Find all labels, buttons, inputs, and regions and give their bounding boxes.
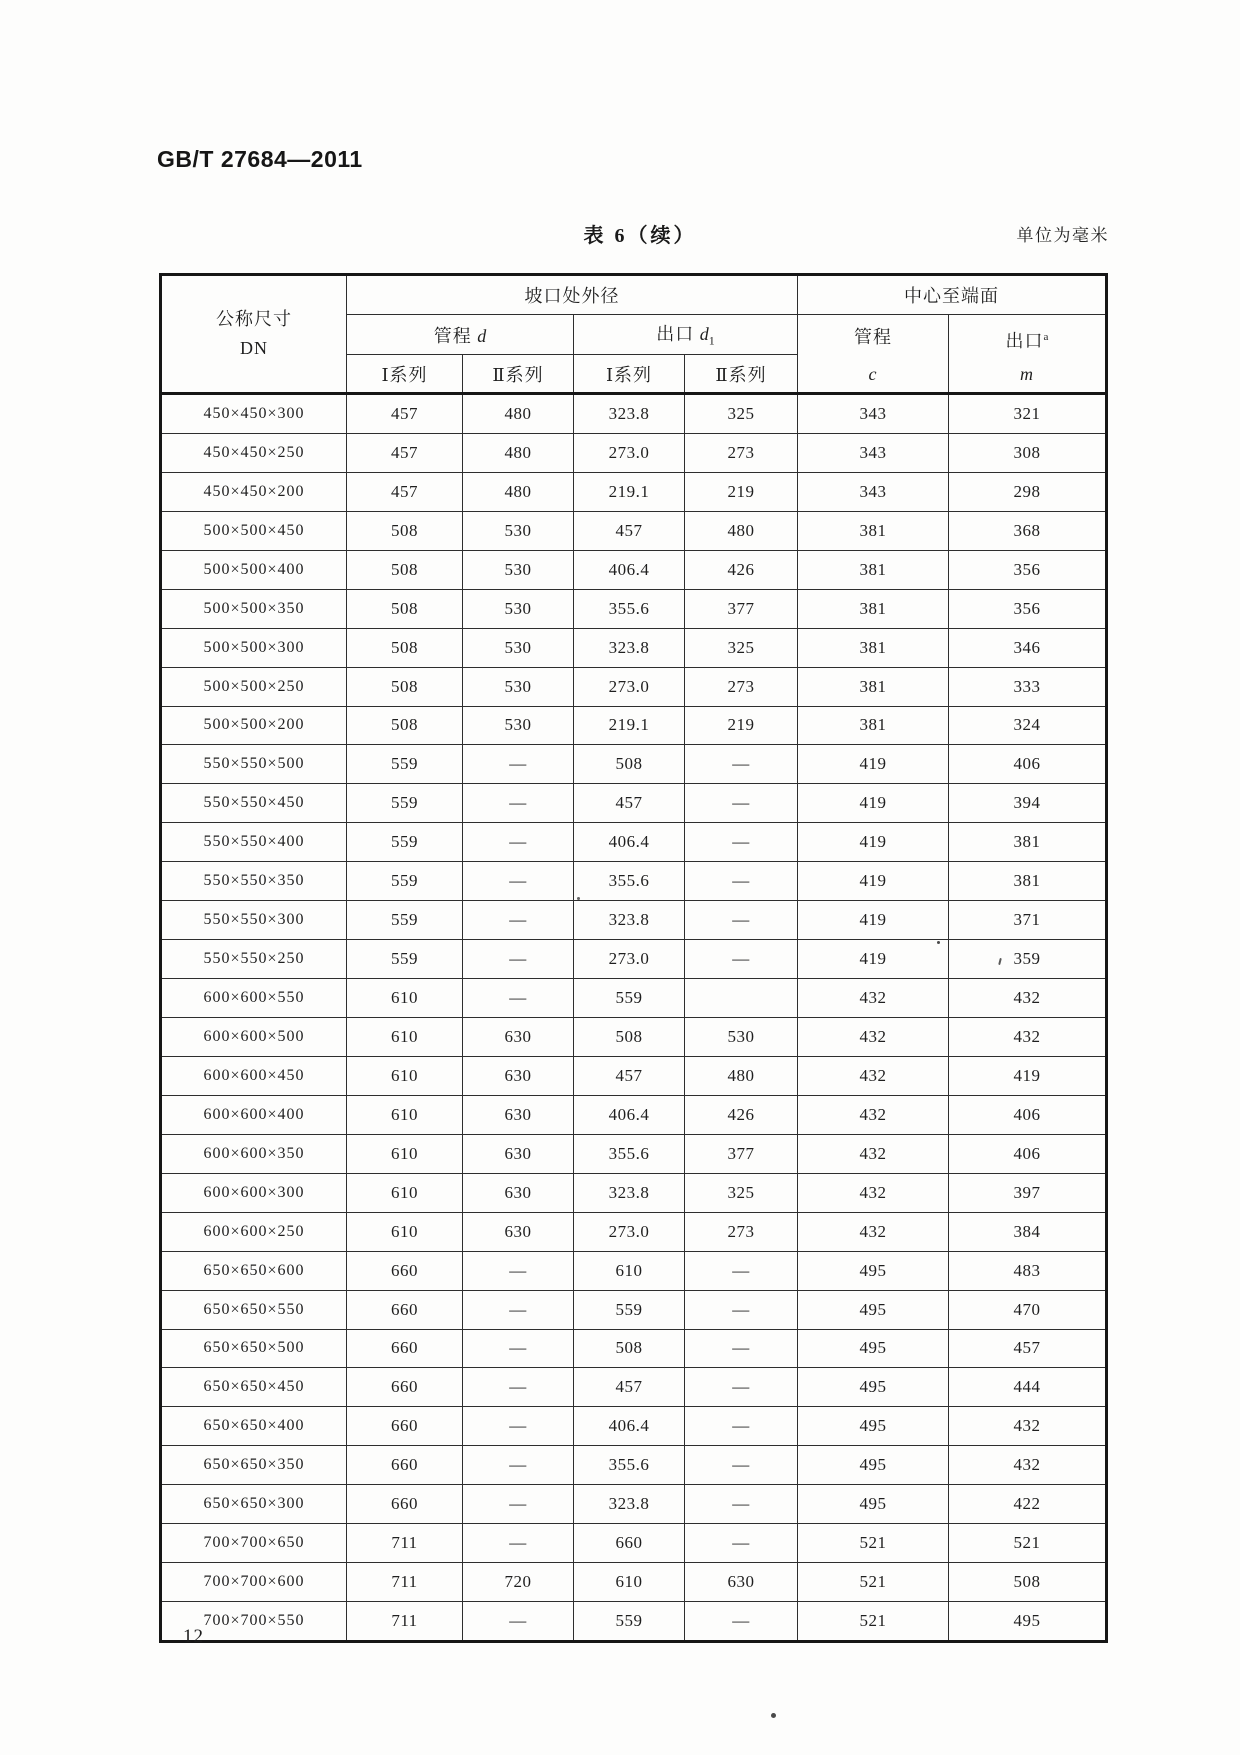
cell-value: 660 — [347, 1407, 463, 1446]
table-row — [161, 1368, 1107, 1407]
cell-value: 432 — [798, 1173, 949, 1212]
cell-value: 419 — [798, 940, 949, 979]
cell-value: 343 — [798, 472, 949, 511]
cell-value: 508 — [347, 550, 463, 589]
cell-value: 355.6 — [574, 1134, 685, 1173]
table-row — [161, 1602, 1107, 1642]
cell-value: — — [685, 1329, 798, 1368]
cell-value: 630 — [463, 1056, 574, 1095]
cell-value: 559 — [347, 901, 463, 940]
cell-value: 432 — [949, 979, 1107, 1018]
cell-value: 660 — [347, 1290, 463, 1329]
cell-value: 559 — [347, 862, 463, 901]
scan-speck — [937, 941, 940, 944]
cell-value: 521 — [798, 1602, 949, 1642]
footnote-marker: a — [1043, 330, 1049, 343]
cell-value: 457 — [949, 1329, 1107, 1368]
cell-nominal-size: 700×700×550 — [161, 1602, 347, 1642]
cell-value: 419 — [949, 1056, 1107, 1095]
cell-value: 457 — [347, 394, 463, 434]
cell-nominal-size: 550×550×300 — [161, 901, 347, 940]
cell-value: — — [685, 1446, 798, 1485]
header-series-ii-tube: Ⅱ系列 — [463, 355, 574, 394]
cell-value: 495 — [798, 1446, 949, 1485]
cell-value: 298 — [949, 472, 1107, 511]
cell-value: — — [463, 1602, 574, 1642]
table-row — [161, 862, 1107, 901]
cell-value: 457 — [574, 1056, 685, 1095]
cell-value: 323.8 — [574, 394, 685, 434]
table-row — [161, 667, 1107, 706]
cell-value: 377 — [685, 589, 798, 628]
cell-value: 355.6 — [574, 589, 685, 628]
cell-value: 660 — [347, 1251, 463, 1290]
cell-nominal-size: 600×600×250 — [161, 1212, 347, 1251]
cell-nominal-size: 550×550×250 — [161, 940, 347, 979]
cell-value: 559 — [347, 745, 463, 784]
cell-value: 324 — [949, 706, 1107, 745]
cell-value: 480 — [463, 394, 574, 434]
cell-value: 343 — [798, 394, 949, 434]
cell-value: 419 — [798, 862, 949, 901]
cell-value: 508 — [347, 667, 463, 706]
cell-value: — — [463, 823, 574, 862]
cell-nominal-size: 600×600×550 — [161, 979, 347, 1018]
cell-nominal-size: 600×600×400 — [161, 1095, 347, 1134]
table-row — [161, 940, 1107, 979]
cell-value: 325 — [685, 628, 798, 667]
table-row — [161, 1485, 1107, 1524]
cell-value: 406.4 — [574, 823, 685, 862]
cell-value: 630 — [685, 1563, 798, 1602]
cell-value: 406.4 — [574, 1095, 685, 1134]
cell-value: 419 — [798, 745, 949, 784]
cell-value: 356 — [949, 550, 1107, 589]
cell-value: — — [463, 1524, 574, 1563]
cell-value: 432 — [798, 1095, 949, 1134]
header-group-center-to-end: 中心至端面 — [798, 275, 1107, 315]
cell-value: 480 — [463, 472, 574, 511]
cell-value: 406.4 — [574, 1407, 685, 1446]
cell-value: 711 — [347, 1524, 463, 1563]
cell-value: — — [463, 1290, 574, 1329]
cell-value: 457 — [347, 472, 463, 511]
table-row — [161, 745, 1107, 784]
cell-value: 457 — [574, 1368, 685, 1407]
cell-value: 508 — [347, 706, 463, 745]
cell-value: 559 — [347, 940, 463, 979]
cell-value: 432 — [798, 1056, 949, 1095]
cell-value: 356 — [949, 589, 1107, 628]
cell-value: — — [685, 784, 798, 823]
cell-value: — — [463, 1485, 574, 1524]
header-dn-label: DN — [240, 338, 268, 358]
table-row — [161, 628, 1107, 667]
cell-value: — — [685, 1602, 798, 1642]
cell-value: 406 — [949, 1134, 1107, 1173]
cell-value: 273 — [685, 667, 798, 706]
cell-value: 521 — [798, 1563, 949, 1602]
cell-nominal-size: 650×650×500 — [161, 1329, 347, 1368]
cell-nominal-size: 650×650×450 — [161, 1368, 347, 1407]
cell-value: 508 — [347, 628, 463, 667]
cell-value: 530 — [463, 667, 574, 706]
cell-value: 426 — [685, 1095, 798, 1134]
cell-value: 273 — [685, 433, 798, 472]
table-row — [161, 1407, 1107, 1446]
table-row — [161, 706, 1107, 745]
cell-value: 371 — [949, 901, 1107, 940]
cell-value: 630 — [463, 1095, 574, 1134]
cell-value: 610 — [347, 1095, 463, 1134]
table-title: 表 6（续） — [583, 225, 697, 247]
table-row — [161, 1563, 1107, 1602]
cell-value: — — [685, 1524, 798, 1563]
cell-value: 660 — [347, 1446, 463, 1485]
header-series-i-tube: Ⅰ系列 — [347, 355, 463, 394]
cell-value: — — [463, 940, 574, 979]
cell-value: 381 — [798, 589, 949, 628]
cell-value: 457 — [347, 433, 463, 472]
cell-value: 559 — [574, 1602, 685, 1642]
cell-value: 381 — [798, 628, 949, 667]
table-row — [161, 1056, 1107, 1095]
cell-value: 660 — [347, 1485, 463, 1524]
cell-value: 559 — [347, 823, 463, 862]
cell-nominal-size: 700×700×650 — [161, 1524, 347, 1563]
header-series-ii-outlet: Ⅱ系列 — [685, 355, 798, 394]
table-header — [161, 275, 1107, 394]
cell-value: 610 — [347, 1212, 463, 1251]
table-body — [161, 394, 1107, 1642]
cell-value: — — [463, 1407, 574, 1446]
table-row — [161, 1290, 1107, 1329]
cell-value: 432 — [798, 979, 949, 1018]
cell-nominal-size: 450×450×250 — [161, 433, 347, 472]
cell-value: — — [685, 940, 798, 979]
cell-value: 495 — [798, 1329, 949, 1368]
cell-value: 384 — [949, 1212, 1107, 1251]
header-center-outlet-m: 出口$^a$ m — [949, 315, 1107, 394]
dimension-table — [159, 273, 1108, 1643]
table-row — [161, 550, 1107, 589]
cell-value: — — [685, 862, 798, 901]
cell-value: 610 — [347, 1173, 463, 1212]
cell-value: 381 — [949, 862, 1107, 901]
cell-value: 273.0 — [574, 940, 685, 979]
cell-value: 432 — [949, 1407, 1107, 1446]
cell-value: 495 — [949, 1602, 1107, 1642]
cell-value: 381 — [798, 550, 949, 589]
cell-value: 630 — [463, 1134, 574, 1173]
cell-value: 508 — [347, 511, 463, 550]
cell-value: — — [685, 901, 798, 940]
cell-value: 321 — [949, 394, 1107, 434]
scan-speck — [771, 1713, 776, 1718]
cell-value: 273 — [685, 1212, 798, 1251]
header-nominal-size — [161, 275, 347, 394]
header-outlet-d1: 出口 $d_1$ — [574, 315, 798, 355]
cell-nominal-size: 650×650×600 — [161, 1251, 347, 1290]
cell-value: 530 — [463, 511, 574, 550]
cell-nominal-size: 550×550×450 — [161, 784, 347, 823]
cell-value: 406.4 — [574, 550, 685, 589]
cell-value: 720 — [463, 1563, 574, 1602]
cell-value: 559 — [574, 979, 685, 1018]
table-row — [161, 589, 1107, 628]
cell-value: 219 — [685, 706, 798, 745]
header-series-i-outlet: Ⅰ系列 — [574, 355, 685, 394]
cell-value: 495 — [798, 1407, 949, 1446]
cell-value: 381 — [798, 511, 949, 550]
cell-value: 432 — [798, 1018, 949, 1057]
cell-value: 219.1 — [574, 472, 685, 511]
cell-value: 559 — [347, 784, 463, 823]
table-row — [161, 1134, 1107, 1173]
cell-value: — — [685, 823, 798, 862]
cell-value: 406 — [949, 1095, 1107, 1134]
cell-nominal-size: 550×550×500 — [161, 745, 347, 784]
cell-value: 381 — [798, 667, 949, 706]
cell-nominal-size: 600×600×450 — [161, 1056, 347, 1095]
table-row — [161, 394, 1107, 434]
cell-value: — — [463, 1446, 574, 1485]
cell-value: 508 — [574, 1329, 685, 1368]
cell-value: 219 — [685, 472, 798, 511]
cell-value: 432 — [798, 1134, 949, 1173]
cell-value: 333 — [949, 667, 1107, 706]
cell-value: 308 — [949, 433, 1107, 472]
cell-value: 610 — [574, 1563, 685, 1602]
table-row — [161, 1212, 1107, 1251]
cell-value: — — [463, 1329, 574, 1368]
cell-value: 381 — [949, 823, 1107, 862]
cell-value: 495 — [798, 1368, 949, 1407]
cell-value: 508 — [574, 745, 685, 784]
cell-nominal-size: 650×650×550 — [161, 1290, 347, 1329]
cell-value: 323.8 — [574, 1173, 685, 1212]
cell-value: 406 — [949, 745, 1107, 784]
table-row — [161, 901, 1107, 940]
cell-value: 521 — [949, 1524, 1107, 1563]
cell-nominal-size: 500×500×200 — [161, 706, 347, 745]
table-row — [161, 1018, 1107, 1057]
cell-value: 470 — [949, 1290, 1107, 1329]
cell-value: — — [685, 1251, 798, 1290]
cell-value: 346 — [949, 628, 1107, 667]
cell-value: 273.0 — [574, 433, 685, 472]
cell-value: 219.1 — [574, 706, 685, 745]
cell-value: 394 — [949, 784, 1107, 823]
cell-value: — — [685, 1407, 798, 1446]
cell-value: 323.8 — [574, 628, 685, 667]
cell-value: 711 — [347, 1563, 463, 1602]
cell-value: 530 — [685, 1018, 798, 1057]
table-row — [161, 979, 1107, 1018]
standard-number: GB/T 27684—2011 — [157, 146, 363, 172]
header-nominal-size-label: 公称尺寸 — [216, 309, 292, 329]
cell-value: 323.8 — [574, 901, 685, 940]
cell-value — [685, 979, 798, 1018]
table-row — [161, 1329, 1107, 1368]
table-row — [161, 823, 1107, 862]
cell-value: 530 — [463, 550, 574, 589]
cell-value: 325 — [685, 394, 798, 434]
cell-nominal-size: 650×650×400 — [161, 1407, 347, 1446]
cell-nominal-size: 650×650×300 — [161, 1485, 347, 1524]
cell-value: 422 — [949, 1485, 1107, 1524]
cell-value: — — [463, 784, 574, 823]
table-row — [161, 511, 1107, 550]
table-row — [161, 472, 1107, 511]
cell-value: — — [685, 1485, 798, 1524]
cell-nominal-size: 500×500×400 — [161, 550, 347, 589]
cell-value: 343 — [798, 433, 949, 472]
cell-value: 610 — [347, 1018, 463, 1057]
cell-value: 432 — [949, 1018, 1107, 1057]
cell-value: 711 — [347, 1602, 463, 1642]
cell-nominal-size: 500×500×350 — [161, 589, 347, 628]
cell-value: 521 — [798, 1524, 949, 1563]
cell-value: — — [463, 1368, 574, 1407]
cell-value: — — [463, 1251, 574, 1290]
cell-value: 530 — [463, 589, 574, 628]
cell-value: 381 — [798, 706, 949, 745]
cell-value: 610 — [347, 1056, 463, 1095]
cell-value: 419 — [798, 901, 949, 940]
cell-value: 444 — [949, 1368, 1107, 1407]
cell-nominal-size: 550×550×400 — [161, 823, 347, 862]
header-group-bevel-od: 坡口处外径 — [347, 275, 798, 315]
cell-value: 610 — [347, 1134, 463, 1173]
table-row — [161, 784, 1107, 823]
cell-value: 610 — [574, 1251, 685, 1290]
header-tube-d: 管程 d — [347, 315, 574, 355]
cell-value: 495 — [798, 1485, 949, 1524]
cell-value: 355.6 — [574, 862, 685, 901]
cell-value: 660 — [347, 1368, 463, 1407]
cell-value: 660 — [347, 1329, 463, 1368]
cell-nominal-size: 500×500×300 — [161, 628, 347, 667]
cell-value: 480 — [685, 511, 798, 550]
cell-value: — — [463, 901, 574, 940]
cell-value: 432 — [798, 1212, 949, 1251]
cell-value: 480 — [685, 1056, 798, 1095]
cell-nominal-size: 600×600×500 — [161, 1018, 347, 1057]
cell-value: 432 — [949, 1446, 1107, 1485]
cell-nominal-size: 450×450×200 — [161, 472, 347, 511]
cell-nominal-size: 650×650×350 — [161, 1446, 347, 1485]
table-row — [161, 1095, 1107, 1134]
cell-value: 559 — [574, 1290, 685, 1329]
table-row — [161, 433, 1107, 472]
cell-value: 397 — [949, 1173, 1107, 1212]
table-row — [161, 1524, 1107, 1563]
cell-value: — — [463, 862, 574, 901]
cell-value: 273.0 — [574, 667, 685, 706]
cell-value: 630 — [463, 1018, 574, 1057]
cell-nominal-size: 500×500×250 — [161, 667, 347, 706]
cell-value: 359 — [949, 940, 1107, 979]
cell-value: — — [685, 1368, 798, 1407]
cell-value: 377 — [685, 1134, 798, 1173]
cell-value: 508 — [574, 1018, 685, 1057]
cell-value: 610 — [347, 979, 463, 1018]
cell-value: 457 — [574, 784, 685, 823]
cell-nominal-size: 600×600×350 — [161, 1134, 347, 1173]
cell-value: 323.8 — [574, 1485, 685, 1524]
cell-value: 273.0 — [574, 1212, 685, 1251]
header-center-tube-c: 管程 c — [798, 315, 949, 394]
cell-value: 355.6 — [574, 1446, 685, 1485]
cell-value: 630 — [463, 1212, 574, 1251]
cell-value: 426 — [685, 550, 798, 589]
cell-value: 495 — [798, 1290, 949, 1329]
unit-note: 单位为毫米 — [1016, 226, 1109, 245]
cell-value: — — [685, 1290, 798, 1329]
cell-nominal-size: 500×500×450 — [161, 511, 347, 550]
cell-value: 483 — [949, 1251, 1107, 1290]
cell-value: 368 — [949, 511, 1107, 550]
cell-value: 660 — [574, 1524, 685, 1563]
table-row — [161, 1173, 1107, 1212]
cell-value: 480 — [463, 433, 574, 472]
cell-value: — — [463, 745, 574, 784]
table-row — [161, 1251, 1107, 1290]
cell-nominal-size: 550×550×350 — [161, 862, 347, 901]
cell-nominal-size: 600×600×300 — [161, 1173, 347, 1212]
cell-value: 508 — [347, 589, 463, 628]
cell-value: 495 — [798, 1251, 949, 1290]
page-number: 12 — [183, 1626, 204, 1647]
cell-value: 419 — [798, 823, 949, 862]
cell-value: 630 — [463, 1173, 574, 1212]
cell-value: 419 — [798, 784, 949, 823]
table-caption-row — [0, 219, 1240, 245]
cell-value: — — [463, 979, 574, 1018]
table-row — [161, 1446, 1107, 1485]
cell-nominal-size: 700×700×600 — [161, 1563, 347, 1602]
cell-nominal-size: 450×450×300 — [161, 394, 347, 434]
scan-speck — [577, 897, 580, 900]
cell-value: — — [685, 745, 798, 784]
cell-value: 530 — [463, 706, 574, 745]
cell-value: 530 — [463, 628, 574, 667]
cell-value: 457 — [574, 511, 685, 550]
cell-value: 508 — [949, 1563, 1107, 1602]
cell-value: 325 — [685, 1173, 798, 1212]
